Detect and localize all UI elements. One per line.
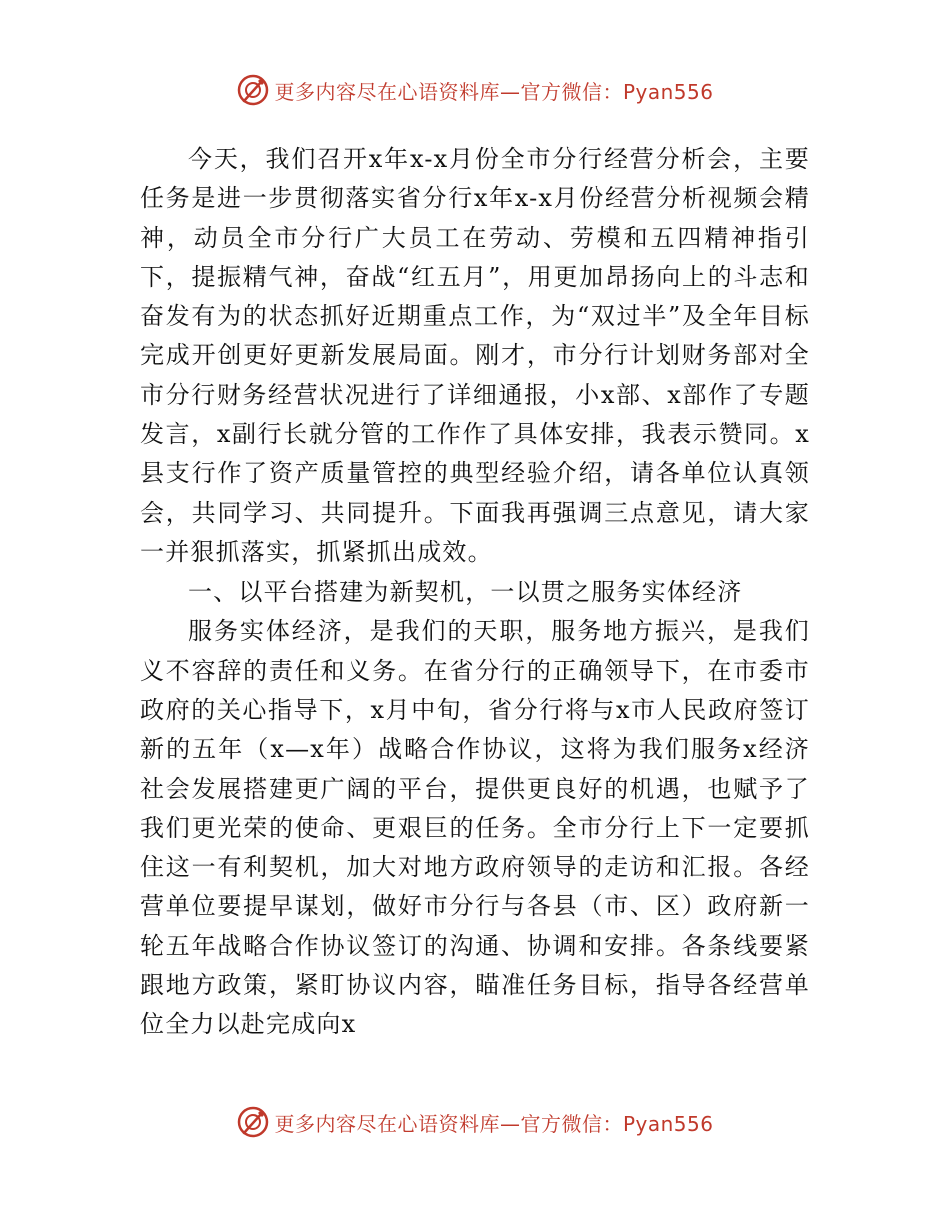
watermark-text: 更多内容尽在心语资料库—官方微信：Pyan556 <box>274 79 714 104</box>
footer-watermark-banner <box>0 1102 950 1142</box>
brand-logo-icon <box>236 1105 270 1139</box>
section-heading-1: 一、以平台搭建为新契机，一以贯之服务实体经济 <box>188 577 743 606</box>
paragraph-section-1: 服务实体经济，是我们的天职，服务地方振兴，是我们义不容辞的责任和义务。在省分行的正确领导下，在市委市政府的关心指导下，x月中旬，省分行将与x市人民政府签订新的五年（x—x年）战略合作协议，这将为我们服务x经济社会发展搭建更广阔的平台，提供更良好的机遇，也赋予了我们更光荣的使命、更艰巨的任务。全市分行上下一定要抓住这一有利契机，加大对地方政府领导的走访和汇报。各经营单位要提早谋划，做好市分行与各县（市、区）政府新一轮五年战略合作协议签订的沟通、协调和安排。各条线要紧跟地方政策，紧盯协议内容，瞄准任务目标，指导各经营单位全力以赴完成向x <box>140 617 810 1039</box>
header-watermark-banner <box>0 70 950 110</box>
brand-logo-icon <box>236 73 270 107</box>
document-body <box>140 140 810 1045</box>
watermark-text: 更多内容尽在心语资料库—官方微信：Pyan556 <box>274 1111 714 1136</box>
paragraph-intro: 今天，我们召开x年x-x月份全市分行经营分析会，主要任务是进一步贯彻落实省分行x年x-x月份经营分析视频会精神，动员全市分行广大员工在劳动、劳模和五四精神指引下，提振精气神，奋战“红五月”，用更加昂扬向上的斗志和奋发有为的状态抓好近期重点工作，为“双过半”及全年目标完成开创更好更新发展局面。刚才，市分行计划财务部对全市分行财务经营状况进行了详细通报，小x部、x部作了专题发言，x副行长就分管的工作作了具体安排，我表示赞同。x县支行作了资产质量管控的典型经验介绍，请各单位认真领会，共同学习、共同提升。下面我再强调三点意见，请大家一并狠抓落实，抓紧抓出成效。 <box>140 145 810 566</box>
